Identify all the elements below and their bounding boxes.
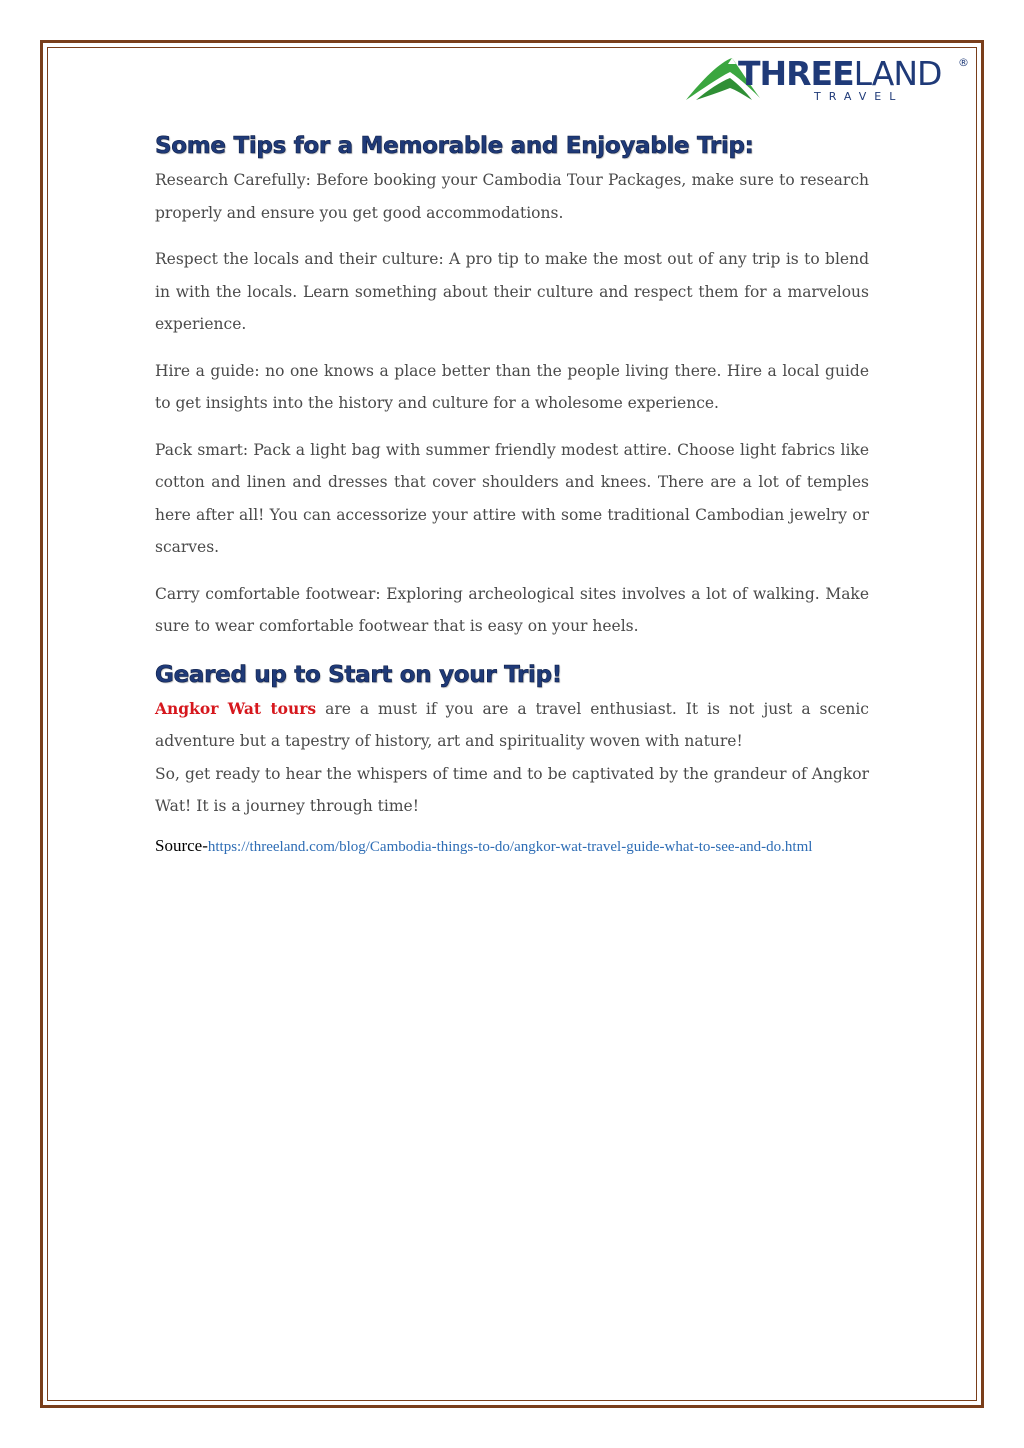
source-line — [155, 831, 869, 862]
angkor-paragraph — [155, 693, 869, 758]
logo-land: LAND — [853, 54, 942, 93]
tips-heading: Some Tips for a Memorable and Enjoyable Trip: — [155, 133, 754, 159]
angkor-wat-tours-link[interactable]: Angkor Wat tours — [155, 698, 317, 718]
angkor-paragraph-text: are a must if you are a travel enthusiast. It is not just a scenic adventure but a tapestry of history, art and spirituality woven with nature! — [155, 699, 869, 750]
tip-pack-smart: Pack smart: Pack a light bag with summer friendly modest attire. Choose light fabrics like cotton and linen and dresses that cover shoulders and knees. There are a lot of temples here after all! You can accessorize your attire with some traditional Cambodian jewelry or scarves. — [155, 440, 869, 556]
registered-mark: ® — [958, 56, 969, 69]
source-label: Source- — [155, 835, 208, 855]
document-content — [155, 128, 869, 862]
tip-footwear: Carry comfortable footwear: Exploring archeological sites involves a lot of walking. Make sure to wear comfortable footwear that is easy on your heels. — [155, 584, 869, 635]
journey-paragraph: So, get ready to hear the whispers of time and to be captivated by the grandeur of Angkor Wat! It is a journey through time! — [155, 764, 869, 815]
logo-three: THREE — [738, 54, 854, 93]
tip-research: Research Carefully: Before booking your Cambodia Tour Packages, make sure to research properly and ensure you get good accommodations. — [155, 171, 869, 222]
threeland-logo — [686, 54, 976, 110]
logo-wordmark — [738, 54, 941, 94]
tip-respect-locals: Respect the locals and their culture: A pro tip to make the most out of any trip is to blend in with the locals. Learn something about their culture and respect them for a marvelous experience. — [155, 250, 869, 333]
geared-heading: Geared up to Start on your Trip! — [155, 661, 562, 688]
source-url-link[interactable]: https://threeland.com/blog/Cambodia-things-to-do/angkor-wat-travel-guide-what-to-see-and-do.html — [207, 838, 813, 855]
tip-hire-guide: Hire a guide: no one knows a place better than the people living there. Hire a local guide to get insights into the history and culture for a wholesome experience. — [155, 361, 869, 412]
logo-subtitle: TRAVEL — [814, 90, 904, 103]
